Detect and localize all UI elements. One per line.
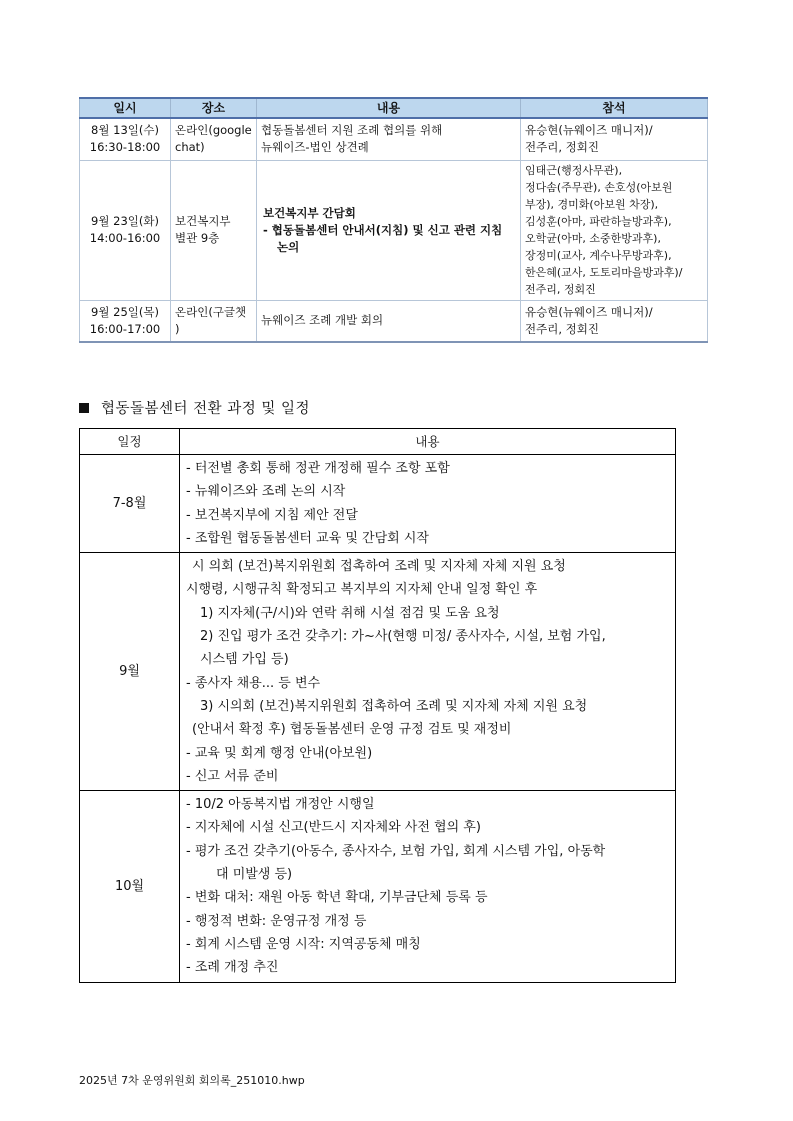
place-line: 별관 9층 bbox=[175, 231, 220, 245]
date-cell bbox=[80, 160, 171, 300]
list-item: - 조합원 협동돌봄센터 교육 및 간담회 시작 bbox=[186, 530, 429, 546]
date-line: 9월 23일(화) bbox=[91, 214, 159, 228]
attendees-cell bbox=[521, 118, 708, 160]
attendees-cell bbox=[521, 160, 708, 300]
content-line: - 협동돌봄센터 안내서(지침) 및 신고 관련 지침 bbox=[263, 222, 503, 237]
list-item: - 조례 개정 추진 bbox=[186, 960, 279, 976]
period-cell: 10월 bbox=[80, 791, 180, 982]
meeting-table-header bbox=[80, 98, 708, 118]
attendee-line: 전주리, 정회진 bbox=[525, 283, 596, 296]
schedule-table-header bbox=[80, 429, 676, 455]
header-attendees: 참석 bbox=[521, 98, 708, 118]
place-cell bbox=[171, 160, 257, 300]
attendee-line: 부장), 경미화(아보원 차장), bbox=[525, 198, 659, 211]
period-cell: 9월 bbox=[80, 553, 180, 791]
section-heading-text: 협동돌봄센터 전환 과정 및 일정 bbox=[101, 401, 311, 417]
place-cell bbox=[171, 118, 257, 160]
list-item: - 종사자 채용... 등 변수 bbox=[186, 675, 321, 691]
content-cell bbox=[257, 160, 521, 300]
section-heading bbox=[79, 397, 310, 418]
content-line: 뉴웨이즈-법인 상견례 bbox=[261, 140, 369, 155]
list-item: - 교육 및 회계 행정 안내(아보원) bbox=[186, 745, 373, 761]
list-item: 대 미발생 등) bbox=[216, 867, 293, 883]
table-row bbox=[80, 455, 676, 553]
header-details: 내용 bbox=[180, 429, 676, 455]
list-item: 시 의회 (보건)복지위원회 접촉하여 조례 및 지자체 자체 지원 요청 bbox=[192, 559, 566, 575]
list-item: - 행정적 변화: 운영규정 개정 등 bbox=[186, 913, 367, 929]
place-cell bbox=[171, 300, 257, 342]
attendee-line: 유승현(뉴웨이즈 매니저)/ bbox=[525, 304, 653, 319]
details-cell bbox=[180, 553, 676, 791]
list-item: (안내서 확정 후) 협동돌봄센터 운영 규정 검토 및 재정비 bbox=[192, 722, 512, 738]
attendee-line: 장정미(교사, 계수나무방과후), bbox=[525, 249, 672, 262]
attendee-line: 한은혜(교사, 도토리마을방과후)/ bbox=[525, 266, 683, 279]
attendee-line: 전주리, 정회진 bbox=[525, 321, 599, 336]
content-line: 뉴웨이즈 조례 개발 회의 bbox=[261, 313, 384, 328]
header-place: 장소 bbox=[171, 98, 257, 118]
list-item: - 뉴웨이즈와 조례 논의 시작 bbox=[186, 484, 346, 500]
details-cell bbox=[180, 791, 676, 982]
attendee-line: 전주리, 정회진 bbox=[525, 140, 599, 155]
content-line: 보건복지부 간담회 bbox=[263, 205, 356, 220]
schedule-table bbox=[79, 428, 676, 983]
table-row bbox=[80, 300, 708, 342]
meeting-table bbox=[79, 97, 708, 343]
list-item: - 10/2 아동복지법 개정안 시행일 bbox=[186, 797, 375, 813]
time-line: 16:30-18:00 bbox=[89, 140, 161, 155]
document-footer: 2025년 7차 운영위원회 회의록_251010.hwp bbox=[79, 1074, 305, 1087]
place-line: 온라인(google bbox=[175, 123, 252, 138]
table-row bbox=[80, 553, 676, 791]
table-row bbox=[80, 791, 676, 982]
attendee-line: 유승현(뉴웨이즈 매니저)/ bbox=[525, 123, 653, 138]
content-cell bbox=[257, 300, 521, 342]
place-line: 보건복지부 bbox=[175, 214, 231, 228]
list-item: - 평가 조건 갖추기(아동수, 종사자수, 보험 가입, 회계 시스템 가입, 아동학 bbox=[186, 843, 606, 859]
attendee-line: 김성훈(아마, 파란하늘방과후), bbox=[525, 215, 672, 228]
list-item: - 회계 시스템 운영 시작: 지역공동체 매칭 bbox=[186, 936, 421, 952]
list-item: 시행령, 시행규칙 확정되고 복지부의 지자체 안내 일정 확인 후 bbox=[186, 582, 538, 598]
date-cell bbox=[80, 118, 171, 160]
header-period: 일정 bbox=[80, 429, 180, 455]
content-line: 논의 bbox=[277, 239, 300, 254]
header-date: 일시 bbox=[80, 98, 171, 118]
list-item: - 지자체에 시설 신고(반드시 지자체와 사전 협의 후) bbox=[186, 820, 481, 836]
attendee-line: 오학균(아마, 소중한방과후), bbox=[525, 232, 661, 245]
list-item: - 터전별 총회 통해 정관 개정해 필수 조항 포함 bbox=[186, 461, 450, 476]
attendee-line: 정다솜(주무관), 손호성(아보원 bbox=[525, 181, 673, 194]
list-item: 3) 시의회 (보건)복지위원회 접촉하여 조례 및 지자체 자체 지원 요청 bbox=[200, 698, 588, 714]
date-line: 9월 25일(목) bbox=[91, 304, 159, 319]
table-row bbox=[80, 160, 708, 300]
date-line: 8월 13일(수) bbox=[91, 123, 159, 138]
list-item: - 신고 서류 준비 bbox=[186, 768, 279, 784]
attendee-line: 임태근(행정사무관), bbox=[525, 164, 623, 177]
square-bullet-icon bbox=[79, 403, 89, 413]
list-item: 시스템 가입 등) bbox=[200, 652, 289, 668]
time-line: 16:00-17:00 bbox=[89, 321, 161, 336]
header-content: 내용 bbox=[257, 98, 521, 118]
table-row bbox=[80, 118, 708, 160]
period-cell: 7-8월 bbox=[80, 455, 180, 553]
content-line: 협동돌봄센터 지원 조례 협의를 위해 bbox=[261, 123, 443, 138]
date-cell bbox=[80, 300, 171, 342]
attendees-cell bbox=[521, 300, 708, 342]
place-line: ) bbox=[175, 321, 180, 336]
details-cell bbox=[180, 455, 676, 553]
list-item: - 보건복지부에 지침 제안 전달 bbox=[186, 507, 358, 523]
list-item: - 변화 대처: 재원 아동 학년 확대, 기부금단체 등록 등 bbox=[186, 890, 488, 906]
time-line: 14:00-16:00 bbox=[89, 231, 161, 245]
content-cell bbox=[257, 118, 521, 160]
list-item: 2) 진입 평가 조건 갖추기: 가~사(현행 미정/ 종사자수, 시설, 보험 가입, bbox=[200, 629, 606, 645]
place-line: 온라인(구글챗 bbox=[175, 304, 247, 319]
place-line: chat) bbox=[175, 140, 205, 155]
list-item: 1) 지자체(구/시)와 연락 취해 시설 점검 및 도움 요청 bbox=[200, 605, 500, 621]
